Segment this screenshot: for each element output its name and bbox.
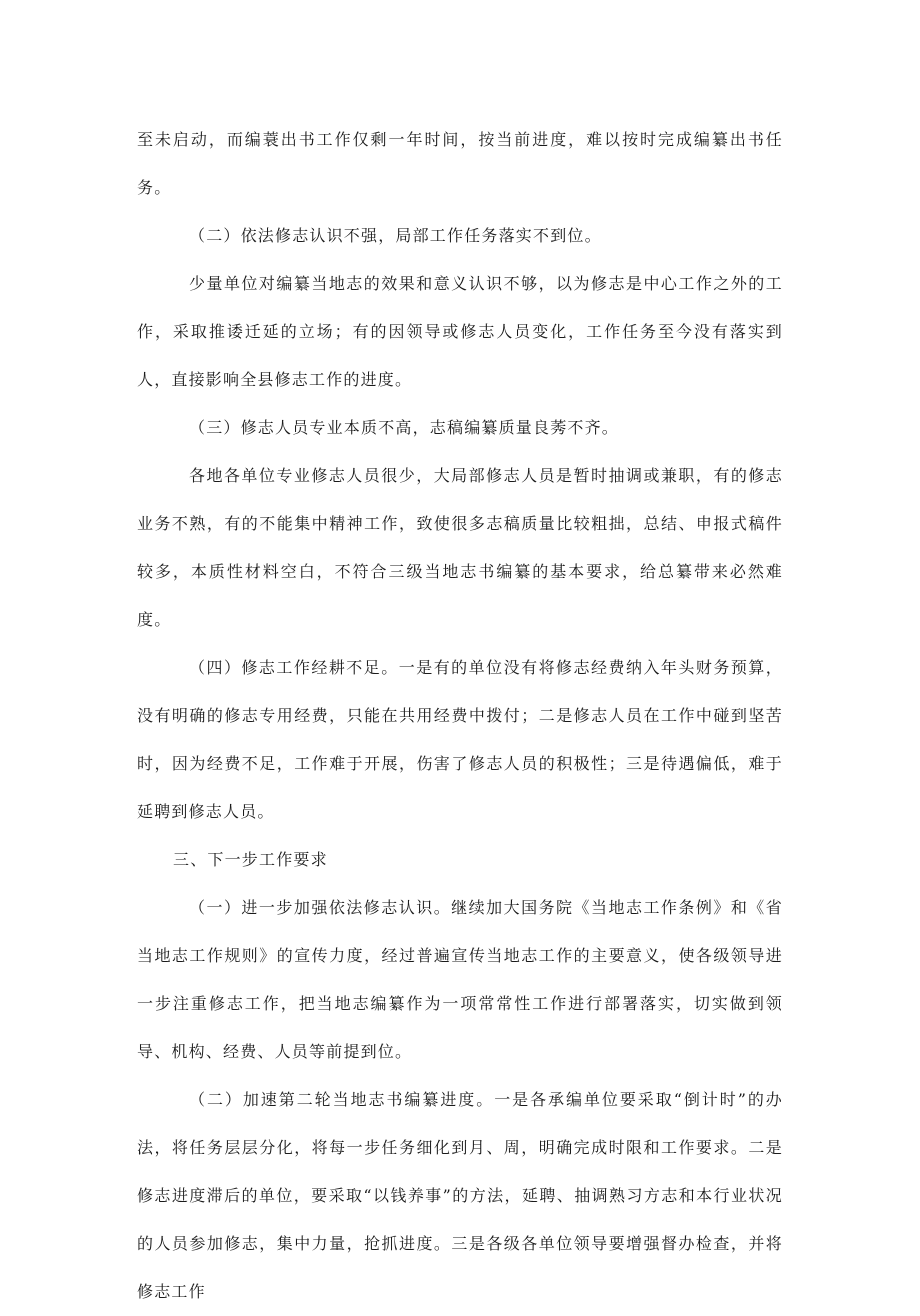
subheading-2: （二）依法修志认识不强，局部工作任务落实不到位。: [189, 226, 602, 245]
paragraph-awareness: 少量单位对编纂当地志的效果和意义认识不够，以为修志是中心工作之外的工作，采取推诿迁延的立场；有的因领导或修志人员变化，工作任务至今没有落实到人，直接影响全县修志工作的进度。: [137, 274, 783, 389]
paragraph-requirement-1: （一）进一步加强依法修志认识。继续加大国务院《当地志工作条例》和《省当地志工作规则》的宣传力度，经过普遍宣传当地志工作的主要意义，使各级领导进一步注重修志工作，把当地志编纂作为一项常常性工作进行部署落实，切实做到领导、机构、经费、人员等前提到位。: [137, 898, 783, 1061]
section-heading-next-steps: 三、下一步工作要求: [173, 850, 328, 869]
subheading-3: （三）修志人员专业本质不高，志稿编纂质量良莠不齐。: [189, 418, 620, 437]
paragraph-continuation: 至未启动，而编蓑出书工作仅剩一年时间，按当前进度，难以按时完成编纂出书任务。: [137, 130, 783, 197]
paragraph-staff-quality: 各地各单位专业修志人员很少，大局部修志人员是暂时抽调或兼职，有的修志业务不熟，有的不能集中精神工作，致使很多志稿质量比较粗拙，总结、申报式稿件较多，本质性材料空白，不符合三级当地志书编纂的基本要求，给总纂带来必然难度。: [137, 466, 783, 629]
paragraph-requirement-2: （二）加速第二轮当地志书编纂进度。一是各承编单位要采取“倒计时”的办法，将任务层层分化，将每一步任务细化到月、周，明确完成时限和工作要求。二是修志进度滞后的单位，要采取“以钱养事”的方法，延聘、抽调熟习方志和本行业状况的人员参加修志，集中力量，抢抓进度。三是各级各单位领导要增强督办检查，并将修志工作: [137, 1090, 783, 1301]
paragraph-funding: （四）修志工作经耕不足。一是有的单位没有将修志经费纳入年头财务预算，没有明确的修志专用经费，只能在共用经费中拨付；二是修志人员在工作中碰到坚苦时，因为经费不足，工作难于开展，伤害了修志人员的积极性；三是待遇偏低，难于延聘到修志人员。: [137, 658, 783, 821]
document-body: [137, 116, 783, 1316]
